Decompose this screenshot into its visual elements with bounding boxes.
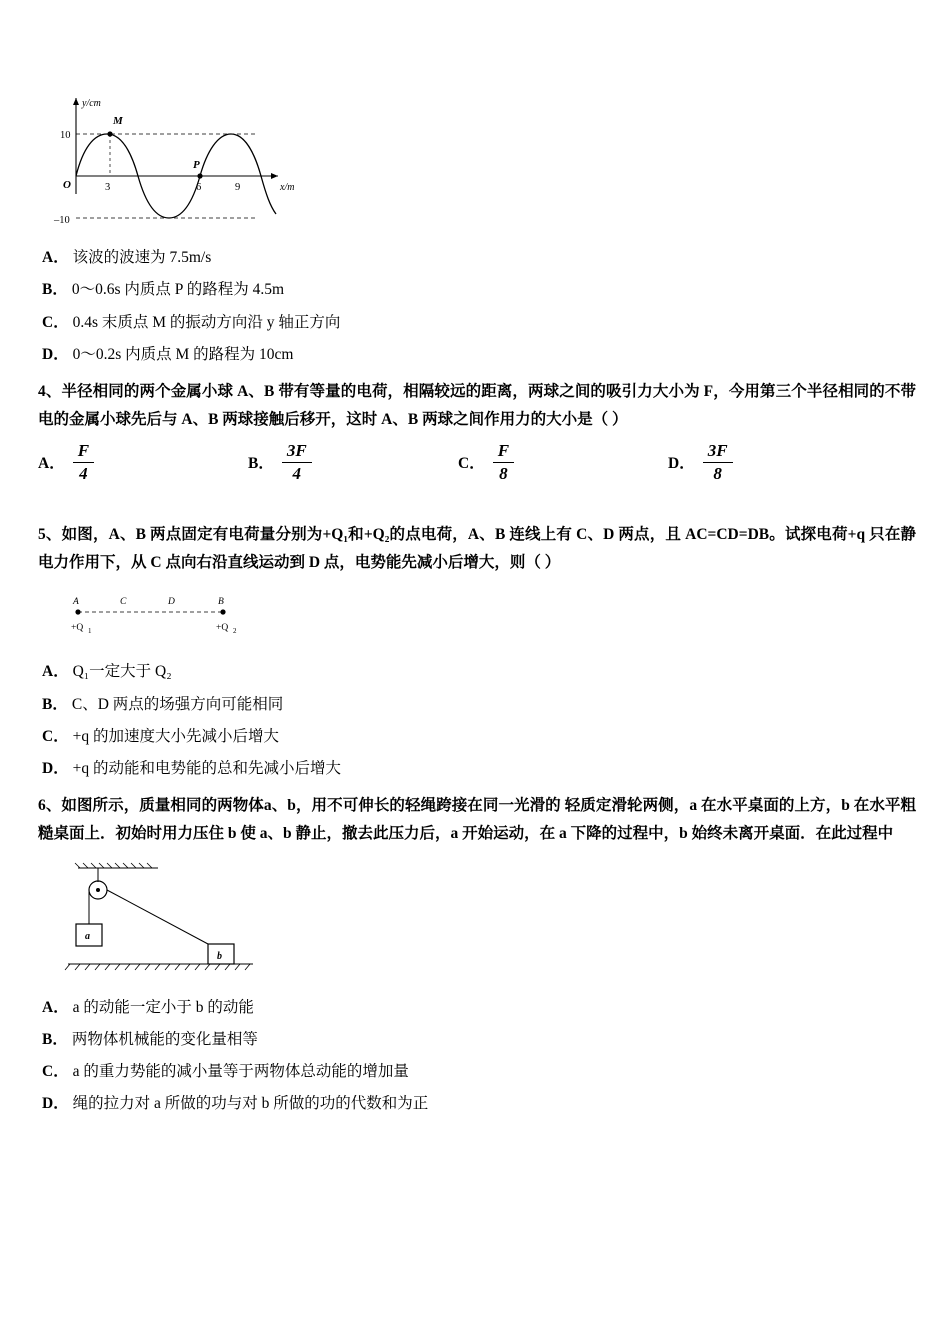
document-content [38, 76, 916, 1125]
q4-option-a-numerator: F [73, 441, 94, 463]
q5-option-b-label: B． [42, 695, 68, 713]
q4-option-c-denominator: 8 [499, 463, 508, 483]
q3-option-d-label: D． [42, 345, 69, 363]
q4-option-d-denominator: 8 [713, 463, 722, 483]
svg-text:10: 10 [60, 130, 71, 141]
q3-option-a-text: 该波的波速为 7.5m/s [72, 249, 212, 266]
q4-option-a [38, 441, 248, 483]
svg-text:B: B [218, 597, 224, 608]
q5-option-b [38, 693, 916, 716]
q6-option-a-label: A． [42, 998, 69, 1016]
q6-option-c [38, 1060, 916, 1083]
q4-option-c-fraction [493, 441, 514, 483]
q3-option-b [38, 278, 916, 301]
q3-option-a [38, 246, 916, 269]
q4-stem: 4、半径相同的两个金属小球 A、B 带有等量的电荷，相隔较远的距离，两球之间的吸引力大小为 F，今用第三个半径相同的不带电的金属小球先后与 A、B 两球接触后移开，这时 A、B 两球之间作用力的大小是（ ） [38, 383, 916, 428]
q3-option-a-label: A． [42, 249, 69, 266]
q6-option-d-text: 绳的拉力对 a 所做的功与对 b 所做的功的代数和为正 [72, 1095, 429, 1113]
q3-option-d [38, 343, 916, 366]
q5-figure [58, 590, 916, 638]
q5-option-a-text: Q₁一定大于 Q₂ [72, 663, 172, 681]
q4-option-a-label: A． [38, 455, 65, 473]
q6-option-c-text: a 的重力势能的减小量等于两物体总动能的增加量 [72, 1063, 409, 1081]
svg-text:–10: –10 [54, 215, 70, 226]
q4-option-b-label: B． [248, 455, 274, 473]
svg-text:b: b [217, 950, 222, 962]
q4-option-b-fraction [282, 441, 312, 483]
svg-text:6: 6 [196, 182, 202, 193]
q3-option-b-text: 0～0.6s 内质点 P 的路程为 4.5m [71, 281, 285, 299]
q5-option-a [38, 660, 916, 683]
q4-option-d-label: D． [668, 455, 695, 473]
q5-option-a-label: A． [42, 663, 69, 681]
q6-option-b-label: B． [42, 1030, 68, 1048]
q6-option-a [38, 996, 916, 1019]
q4-option-c-label: C． [458, 455, 485, 473]
q5-option-b-text: C、D 两点的场强方向可能相同 [71, 695, 284, 713]
q5-option-d-text: +q 的动能和电势能的总和先减小后增大 [72, 760, 341, 778]
q6-option-a-text: a 的动能一定小于 b 的动能 [72, 998, 254, 1016]
q3-option-c-label: C． [42, 313, 69, 331]
svg-text:O: O [63, 179, 71, 191]
pulley-diagram-svg [58, 862, 258, 982]
q4-options [38, 441, 916, 483]
svg-text:3: 3 [105, 182, 111, 193]
q5-option-c-label: C． [42, 727, 69, 745]
q3-option-c-text: 0.4s 末质点 M 的振动方向沿 y 轴正方向 [72, 313, 341, 331]
svg-text:x/m: x/m [280, 182, 295, 193]
q3-option-d-text: 0～0.2s 内质点 M 的路程为 10cm [72, 345, 294, 363]
q6-option-d-label: D． [42, 1095, 69, 1113]
q4-option-c-numerator: F [493, 441, 514, 463]
q4-option-d-fraction [703, 441, 733, 483]
q3-option-b-label: B． [42, 281, 68, 299]
q6-option-d [38, 1092, 916, 1115]
q6-option-b [38, 1028, 916, 1051]
svg-text:2: 2 [233, 627, 237, 636]
q4-option-b-numerator: 3F [282, 441, 312, 463]
q4-option-a-denominator: 4 [79, 463, 88, 483]
q4-option-b [248, 441, 458, 483]
q4-option-b-denominator: 4 [292, 463, 302, 483]
svg-text:y/cm: y/cm [82, 98, 101, 109]
svg-text:+Q: +Q [71, 623, 84, 634]
q6-option-b-text: 两物体机械能的变化量相等 [71, 1030, 258, 1048]
svg-text:1: 1 [88, 627, 92, 636]
q4-option-d-numerator: 3F [703, 441, 733, 463]
q6-option-c-label: C． [42, 1063, 69, 1081]
svg-text:D: D [168, 597, 175, 608]
svg-text:C: C [120, 597, 127, 608]
q5-option-d-label: D． [42, 760, 69, 778]
svg-text:M: M [113, 115, 123, 127]
charge-line-diagram-svg [58, 590, 278, 638]
q5-option-c-text: +q 的加速度大小先减小后增大 [72, 727, 279, 745]
svg-text:+Q: +Q [216, 623, 229, 634]
q5-option-d [38, 757, 916, 780]
svg-text:A: A [73, 597, 79, 608]
q6-stem: 6、如图所示，质量相同的两物体a、b，用不可伸长的轻绳跨接在同一光滑的 轻质定滑轮两侧，a 在水平桌面的上方，b 在水平粗糙桌面上．初始时用力压住 b 使 a、b 静止，撤去此压力后，a 开始运动，在 a 下降的过程中，b 始终未离开桌面．在此过程中 [38, 797, 916, 842]
svg-text:P: P [193, 159, 200, 171]
q5-stem: 5、如图，A、B 两点固定有电荷量分别为+Q₁和+Q₂的点电荷，A、B 连线上有 C、D 两点，且 AC=CD=DB。试探电荷+q 只在静电力作用下，从 C 点向右沿直线运动到 D 点，电势能先减小后增大，则（ ） [38, 526, 916, 571]
svg-text:9: 9 [235, 182, 241, 193]
wave-figure [38, 76, 916, 236]
q4-option-d [668, 441, 733, 483]
q5-option-c [38, 725, 916, 748]
wave-graph-svg [38, 76, 338, 236]
q4-option-a-fraction [73, 441, 94, 483]
q4-option-c [458, 441, 668, 483]
q3-option-c [38, 311, 916, 334]
q6-figure [58, 862, 916, 982]
svg-text:a: a [85, 930, 90, 942]
